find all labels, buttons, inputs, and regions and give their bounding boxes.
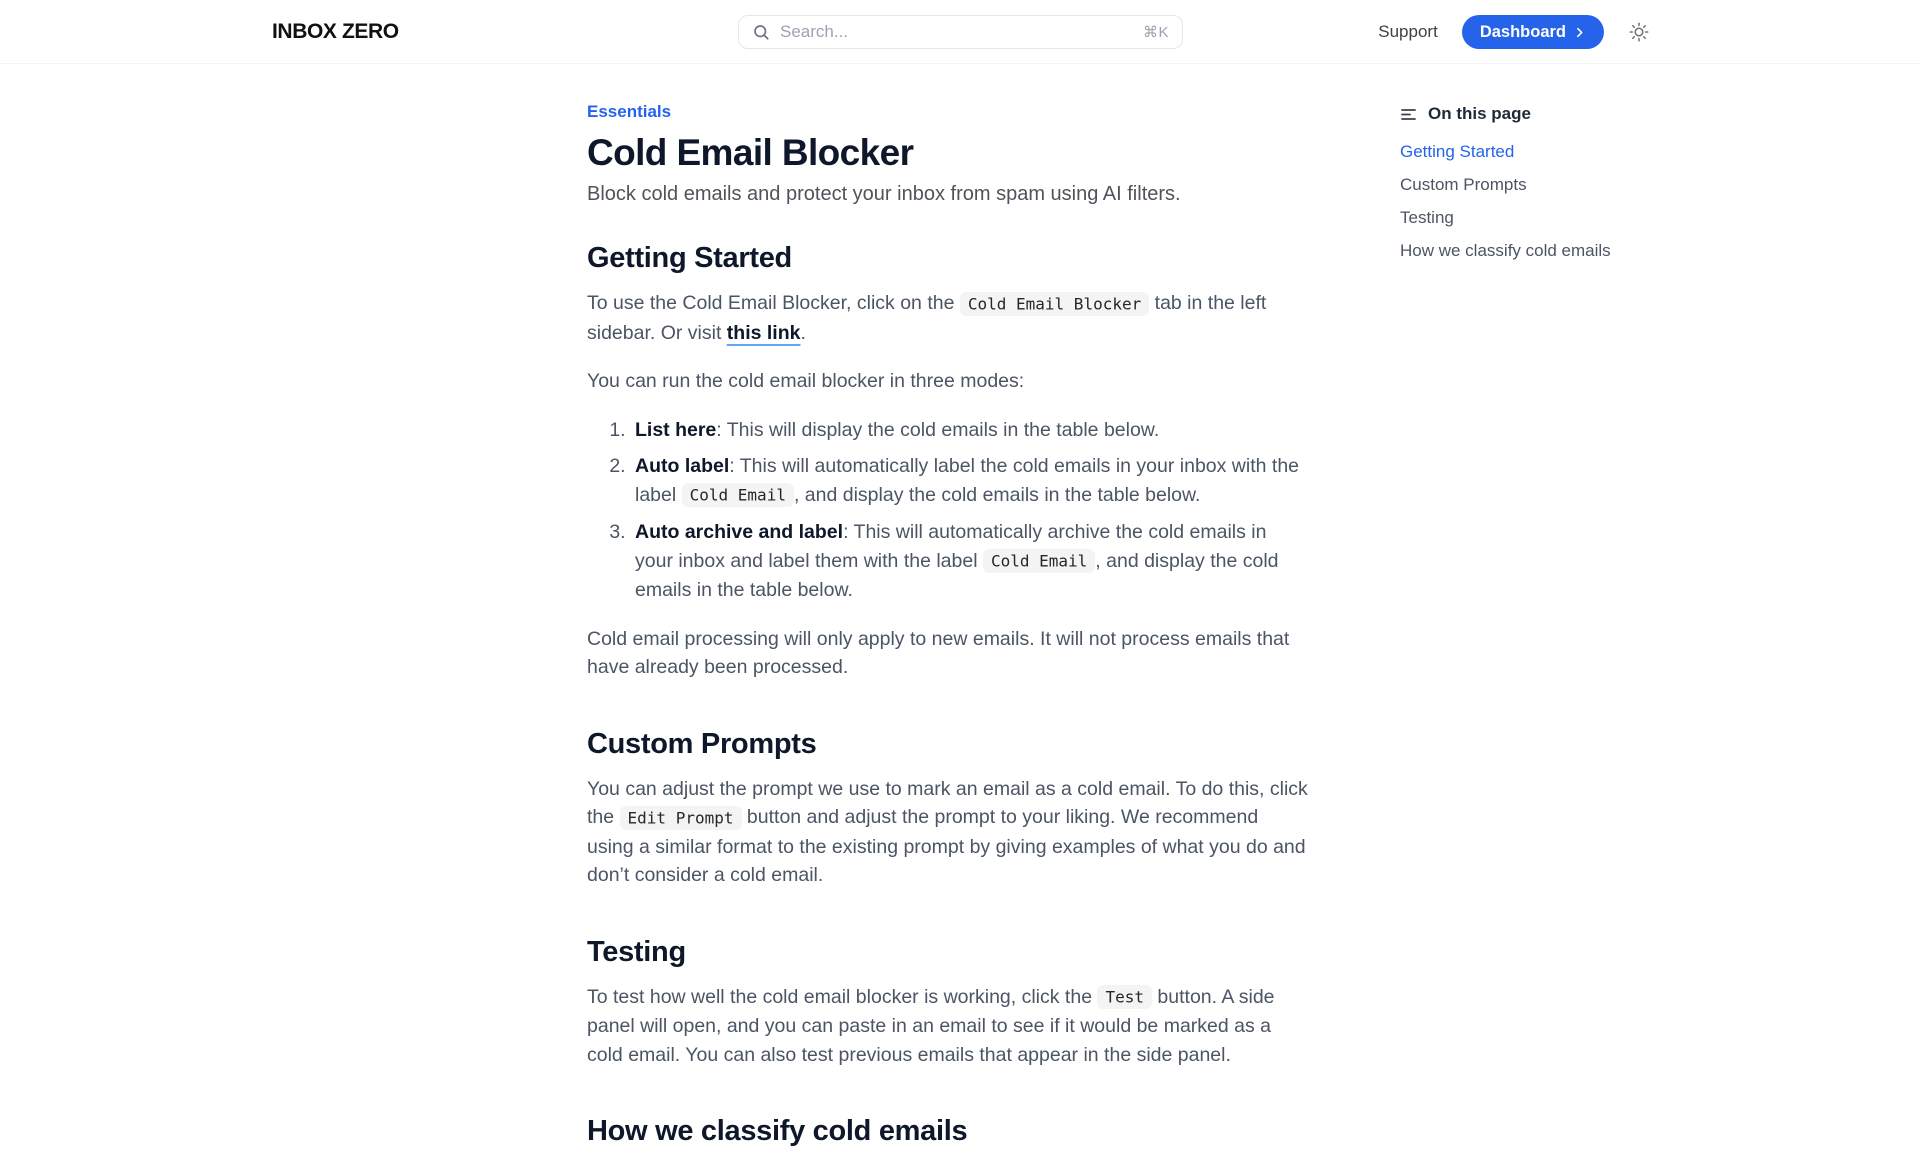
page-subtitle: Block cold emails and protect your inbox from spam using AI filters.: [587, 183, 1181, 205]
bold-text: Auto label: [635, 455, 730, 477]
paragraph: [587, 983, 1309, 1070]
text-run: tab in the left sidebar. Or visit: [587, 292, 1267, 344]
logo[interactable]: INBOX ZERO: [272, 19, 399, 43]
inline-code: Cold Email: [983, 549, 1095, 573]
search-icon: [752, 23, 770, 41]
toc: [1400, 104, 1700, 273]
chevron-right-icon: [1573, 26, 1586, 39]
inline-code: Edit Prompt: [620, 806, 742, 830]
search-bar[interactable]: [738, 15, 1183, 49]
search-shortcut: ⌘K: [1142, 24, 1169, 41]
search-input[interactable]: [780, 22, 1133, 42]
toc-header: [1400, 104, 1700, 124]
toc-item[interactable]: How we classify cold emails: [1400, 241, 1611, 260]
text-run: : This will automatically label the cold emails in your inbox with the label: [635, 455, 1300, 506]
text-run: Cold email processing will only apply to new emails. It will not process emails that have already been processed.: [587, 627, 1290, 678]
text-run: To use the Cold Email Blocker, click on the: [587, 292, 960, 314]
section-heading: Custom Prompts: [587, 727, 817, 760]
theme-toggle[interactable]: [1628, 21, 1650, 43]
sun-icon: [1628, 21, 1650, 43]
bold-text: List here: [635, 418, 717, 441]
breadcrumb[interactable]: Essentials: [587, 102, 672, 121]
list-icon: [1400, 106, 1417, 123]
text-run: : This will display the cold emails in the table below.: [716, 418, 1160, 441]
text-run: : This will automatically archive the cold emails in your inbox and label them with the label: [635, 521, 1267, 572]
section-heading: Getting Started: [587, 242, 792, 274]
header-actions: [1378, 0, 1650, 64]
dashboard-button-label: Dashboard: [1479, 22, 1566, 41]
paragraph: [587, 625, 1309, 682]
toc-item[interactable]: Testing: [1400, 208, 1454, 227]
bold-text: Auto archive and label: [635, 521, 844, 543]
doc-body: [587, 242, 1309, 1148]
inline-link[interactable]: this link: [726, 321, 801, 344]
inline-code: Cold Email: [682, 483, 794, 507]
paragraph: [587, 289, 1309, 347]
toc-item[interactable]: Getting Started: [1400, 142, 1515, 161]
text-run: .: [800, 321, 806, 344]
list-item: [631, 518, 1309, 605]
list-item: [631, 452, 1309, 510]
text-run: You can adjust the prompt we use to mark an email as a cold email. To do this, click the: [587, 777, 1308, 828]
top-nav: [0, 0, 1920, 64]
ordered-list: [587, 416, 1309, 605]
inline-code: Cold Email Blocker: [960, 292, 1149, 316]
toc-title: On this page: [1428, 104, 1531, 123]
paragraph: [587, 367, 1309, 396]
text-run: , and display the cold emails in the table below.: [635, 549, 1279, 601]
paragraph: [587, 775, 1309, 890]
text-run: You can run the cold email blocker in three modes:: [587, 370, 1025, 392]
dashboard-button[interactable]: [1462, 15, 1604, 49]
toc-item[interactable]: Custom Prompts: [1400, 175, 1527, 194]
section-heading: How we classify cold emails: [587, 1115, 968, 1147]
page-title: Cold Email Blocker: [587, 132, 914, 173]
inline-code: Test: [1097, 985, 1152, 1009]
toc-list: [1400, 141, 1700, 261]
support-link[interactable]: Support: [1378, 22, 1438, 41]
text-run: button. A side panel will open, and you can paste in an email to see if it would be marked as a cold email. You can also test previous emails that appear in the side panel.: [587, 985, 1275, 1066]
list-item: [631, 416, 1309, 445]
text-run: To test how well the cold email blocker is working, click the: [587, 985, 1098, 1008]
doc-content: [587, 64, 1309, 1162]
text-run: , and display the cold emails in the table below.: [793, 483, 1201, 506]
text-run: button and adjust the prompt to your liking. We recommend using a similar format to the existing prompt by giving examples of what you do and don’t consider a cold email.: [587, 806, 1306, 886]
section-heading: Testing: [587, 935, 686, 968]
